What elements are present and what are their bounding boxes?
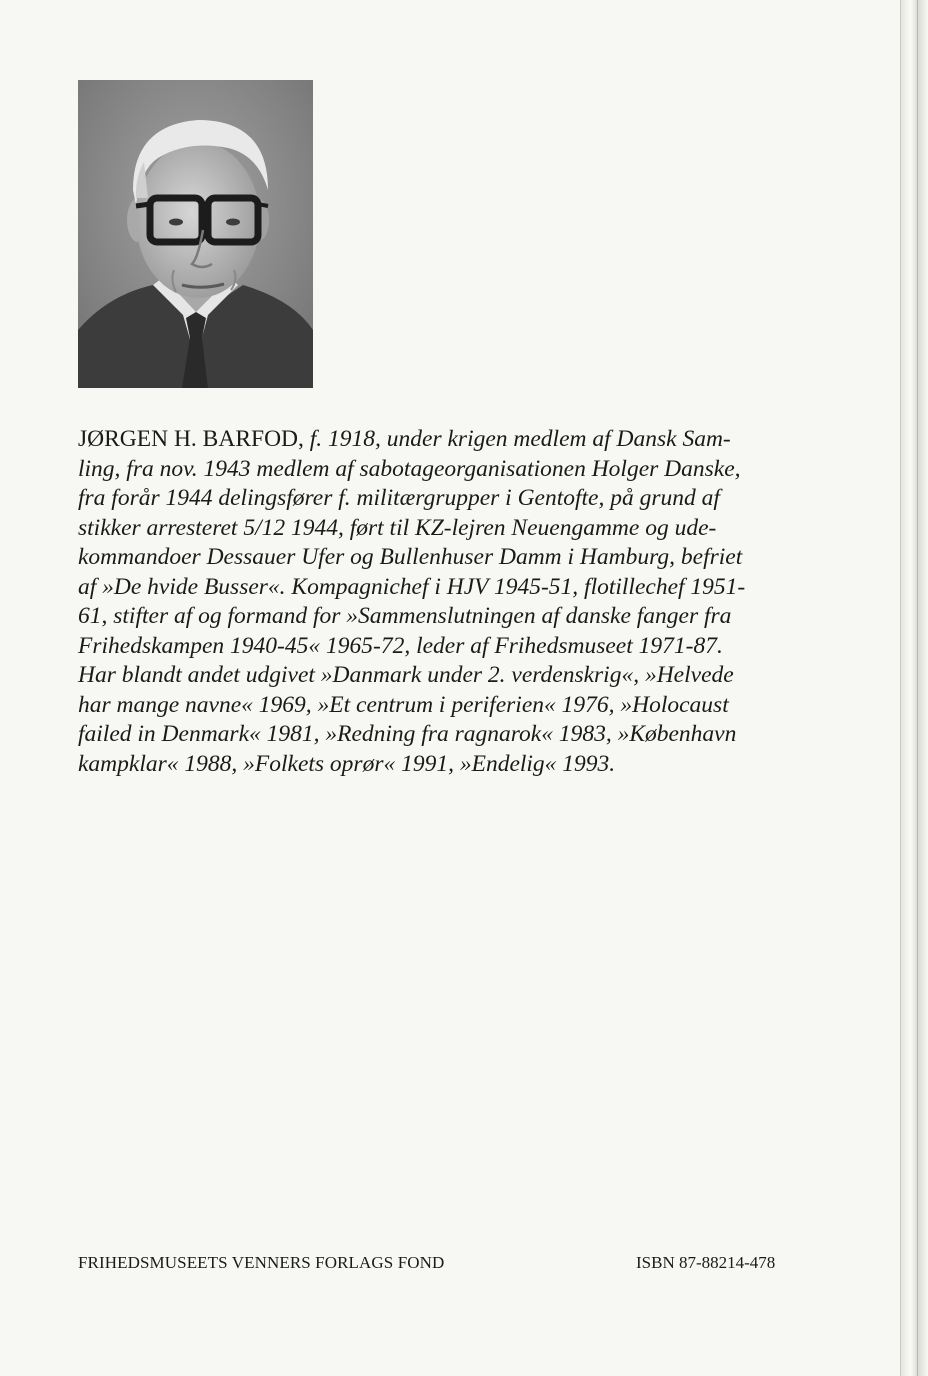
bio-line-7: 61, stifter af og formand for »Sammenslutningen af danske fanger fra bbox=[78, 603, 732, 629]
bio-line-9: Har blandt andet udgivet »Danmark under 2. verdenskrig«, »Helvede bbox=[78, 662, 734, 688]
isbn-number: ISBN 87-88214-478 bbox=[636, 1253, 776, 1272]
author-biography bbox=[78, 425, 784, 779]
bio-line-3: fra forår 1944 delingsfører f. militærgrupper i Gentofte, på grund af bbox=[78, 485, 720, 511]
bio-line-2: ling, fra nov. 1943 medlem af sabotageorganisationen Holger Danske, bbox=[78, 455, 741, 482]
bio-line-1-text: f. 1918, under krigen medlem af Dansk Sam- bbox=[303, 426, 731, 452]
bio-line-10: har mange navne« 1969, »Et centrum i periferien« 1976, »Holocaust bbox=[78, 691, 729, 718]
bio-line-1 bbox=[78, 425, 784, 455]
author-name: JØRGEN H. BARFOD, bbox=[78, 426, 304, 452]
publisher-name: FRIHEDSMUSEETS VENNERS FORLAGS FOND bbox=[78, 1253, 445, 1272]
bio-line-8: Frihedskampen 1940-45« 1965-72, leder af Frihedsmuseet 1971-87. bbox=[78, 632, 723, 659]
author-portrait-photo bbox=[78, 80, 313, 388]
bio-line-6: af »De hvide Busser«. Kompagnichef i HJV 1945-51, flotillechef 1951- bbox=[78, 573, 746, 600]
page-edge bbox=[900, 0, 928, 1376]
bio-line-4: stikker arresteret 5/12 1944, ført til KZ-lejren Neuengamme og ude- bbox=[78, 514, 717, 541]
bio-line-5: kommandoer Dessauer Ufer og Bullenhuser Damm i Hamburg, befriet bbox=[78, 544, 743, 570]
bio-line-12: kampklar« 1988, »Folkets oprør« 1991, »Endelig« 1993. bbox=[78, 750, 616, 777]
bio-line-11: failed in Denmark« 1981, »Redning fra ragnarok« 1983, »København bbox=[78, 721, 737, 747]
